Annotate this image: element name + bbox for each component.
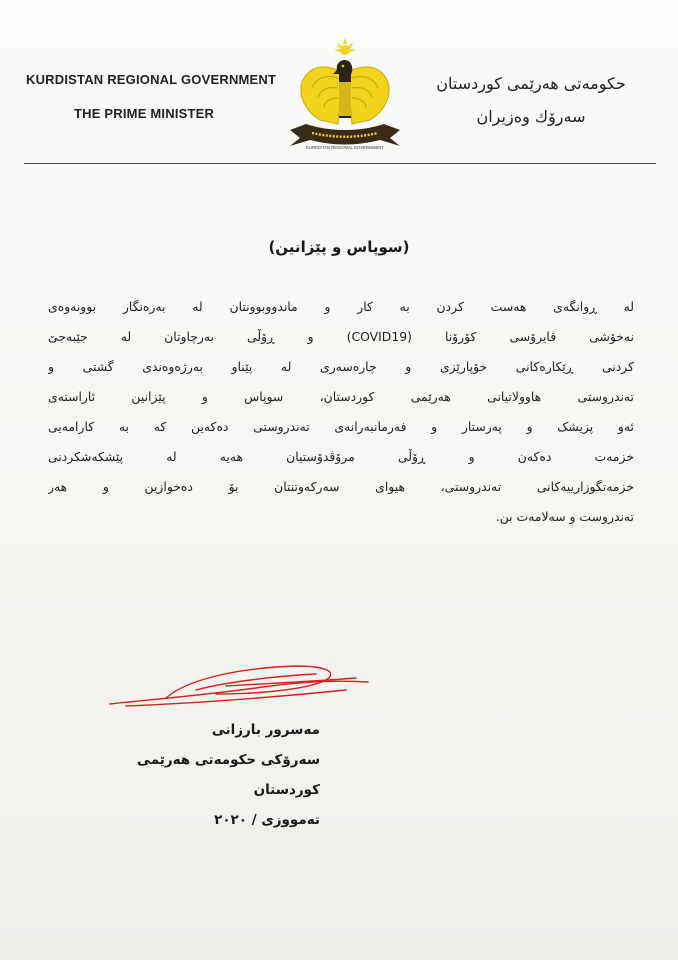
handwritten-signature	[106, 660, 376, 720]
header-english	[26, 72, 276, 140]
org-name-ku: حکومەتی هەرێمی کوردستان	[436, 74, 626, 93]
body-line: نەخۆشی ڤایرۆسی کۆرۆنا (COVID19) و ڕۆڵی بەرچاوتان لە جێبەجێ	[48, 329, 634, 344]
body-line: خزمەت دەکەن و ڕۆڵی مرۆڤدۆستیان هەیە لە پێشکەشکردنی	[48, 449, 634, 464]
office-name-en: THE PRIME MINISTER	[74, 106, 215, 121]
signatory-name: مەسرور بارزانی	[211, 722, 320, 738]
signatory-position: سەرۆکی حکومەتی هەرێمی کوردستان	[137, 752, 320, 798]
body-line: ئەو پزیشک و پەرستار و فەرمانبەرانەی تەندروستی دەکەین کە بە کارامەیی	[48, 419, 634, 434]
letter-date: تەمووزی / ٢٠٢٠	[214, 812, 320, 828]
header-kurdish	[406, 74, 656, 140]
org-name-en: KURDISTAN REGIONAL GOVERNMENT	[26, 72, 277, 87]
body-line: لە ڕوانگەی هەست کردن بە کار و ماندووبوونتان لە بەرەنگار بوونەوەی	[48, 299, 634, 314]
body-line: کردنی ڕێکارەکانی خۆپارێزی و چارەسەری لە پێناو بەرژەوەندی گشتی و	[48, 359, 634, 374]
krg-emblem-icon	[282, 38, 408, 150]
office-name-ku: سەرۆك وەزیران	[476, 107, 586, 126]
header-divider	[24, 163, 656, 164]
emblem-caption: KURDISTAN REGIONAL GOVERNMENT	[306, 145, 384, 150]
letter-title: (سوپاس و پێزانین)	[268, 238, 410, 256]
body-line: تەندروست و سەلامەت بن.	[495, 509, 634, 524]
body-line: خزمەتگوزارییەکانی تەندروستی، هیوای سەرکەوتنتان بۆ دەخوازین و هەر	[48, 479, 634, 494]
signature-block	[70, 715, 320, 835]
body-line: تەندروستی هاوولاتیانی هەرێمی کوردستان، سوپاس و پێزانین ئاراستەی	[48, 389, 634, 404]
letter-body	[48, 292, 634, 532]
